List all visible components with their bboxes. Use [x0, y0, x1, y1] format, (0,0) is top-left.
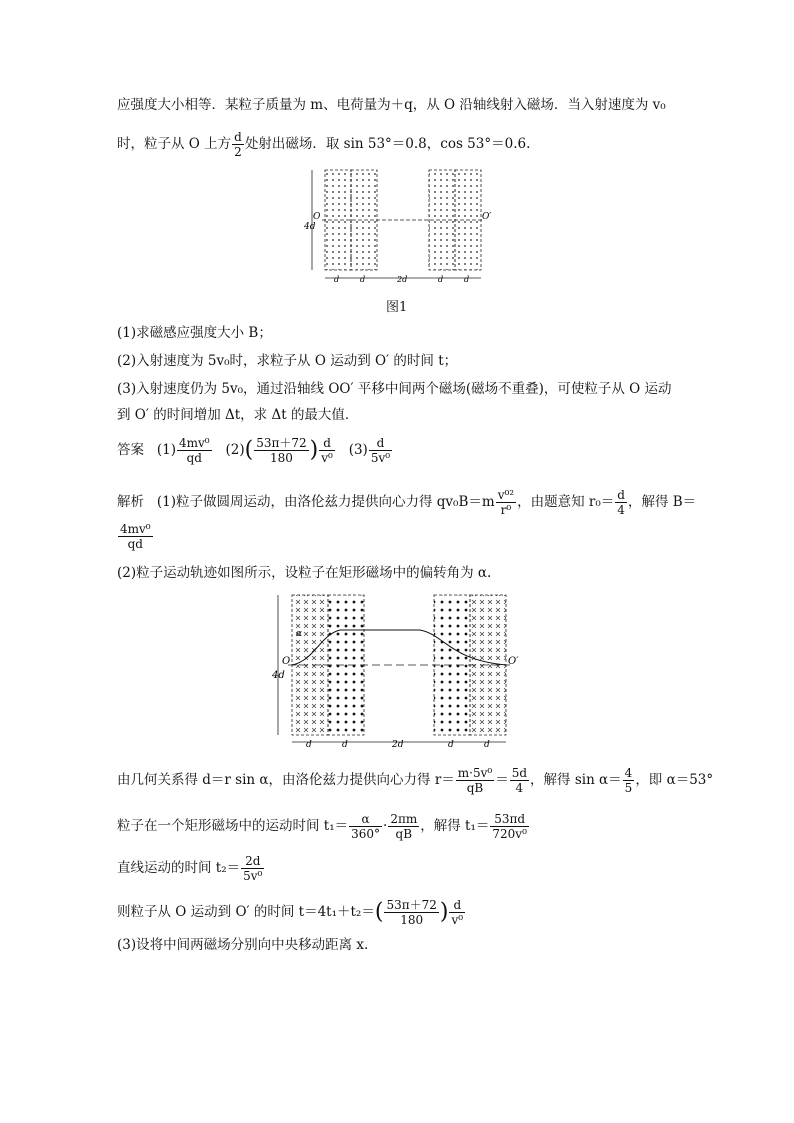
answer-line: 答案 (1) $\frac{\text{4mv⁰}}{qd}$ (2)( $\frac{53\pi+72}{180}$ ) $\frac{d}{\text{v⁰}}$ (3) $\frac{d}{\text{5v⁰}}$ [117, 436, 391, 465]
question-3-cont: 到 O′ 的时间增加 Δt，求 Δt 的最大值． [117, 407, 359, 423]
solution-4: 粒子在一个矩形磁场中的运动时间 t₁＝ $\frac{\alpha}{360^\circ}$ · $\frac{2\pi m}{qB}$ ，解得 t₁＝ $\frac{53\pi d}{\text{720v⁰}}$ [117, 812, 527, 841]
fig2-height-label: 4d [272, 670, 285, 681]
fig1-d2: d [360, 275, 366, 284]
fig2-d4: d [484, 740, 490, 750]
fig1-d4: d [464, 275, 470, 284]
fig1-d1: d [334, 275, 340, 284]
fig1-2d: 2d [397, 275, 408, 284]
solution-3: 由几何关系得 d＝r sin α，由洛伦兹力提供向心力得 r＝ $\frac{\text{m·5v⁰}}{qB}$ ＝ $\frac{5d}{4}$ ，解得 sin α＝ $\frac{4}{5}$ ，即 α＝53° [117, 766, 714, 795]
fig2-o-label: O [282, 656, 291, 667]
fig1-op-label: O′ [482, 212, 492, 222]
fig2-op-label: O′ [508, 656, 519, 667]
fig2-d1: d [306, 740, 312, 750]
question-3: (3)入射速度仍为 5v₀，通过沿轴线 OO′ 平移中间两个磁场(磁场不重叠)，可使粒子从 O 运动 [117, 381, 672, 397]
solution-1-result: $\frac{\text{4mv⁰}}{qd}$ [120, 522, 151, 551]
problem-line-2: 时，粒子从 O 上方 $\frac{d}{2}$ 处射出磁场．取 sin 53°＝0.8，cos 53°＝0.6. [117, 130, 531, 159]
fig1-o-label: O [313, 212, 321, 222]
solution-5: 直线运动的时间 t₂＝ $\frac{2d}{\text{5v⁰}}$ [117, 854, 263, 883]
question-1: (1)求磁感应强度大小 B； [117, 325, 272, 341]
fig1-d3: d [438, 275, 444, 284]
fig1-height-label: 4d [304, 222, 316, 232]
solution-7: (3)设将中间两磁场分别向中央移动距离 x. [117, 937, 369, 953]
solution-2: (2)粒子运动轨迹如图所示，设粒子在矩形磁场中的偏转角为 α. [117, 565, 492, 581]
fig2-alpha-label: α [296, 629, 303, 639]
question-2: (2)入射速度为 5v₀时，求粒子从 O 运动到 O′ 的时间 t； [117, 353, 458, 369]
figure-2 [270, 590, 530, 750]
figure-1-caption: 图1 [386, 300, 408, 315]
fig2-2d: 2d [392, 740, 404, 750]
fig2-d2: d [342, 740, 348, 750]
solution-1: 解析 (1)粒子做圆周运动，由洛伦兹力提供向心力得 qv₀B＝m $\frac{\text{v⁰²}}{\text{r⁰}}$ ，由题意知 r₀＝ $\frac{d}{4}$ ，解得 B＝ [117, 488, 697, 517]
fig2-d3: d [448, 740, 454, 750]
solution-6: 则粒子从 O 运动到 O′ 的时间 t＝4t₁＋t₂＝( $\frac{53\pi+72}{180}$ ) $\frac{d}{\text{v⁰}}$ [117, 898, 464, 927]
problem-line-1: 应强度大小相等．某粒子质量为 m、电荷量为＋q，从 O 沿轴线射入磁场．当入射速度为 v₀ [117, 97, 666, 113]
fraction-d-over-2: $\frac{d}{2}$ [234, 130, 242, 159]
figure-1 [300, 165, 490, 290]
